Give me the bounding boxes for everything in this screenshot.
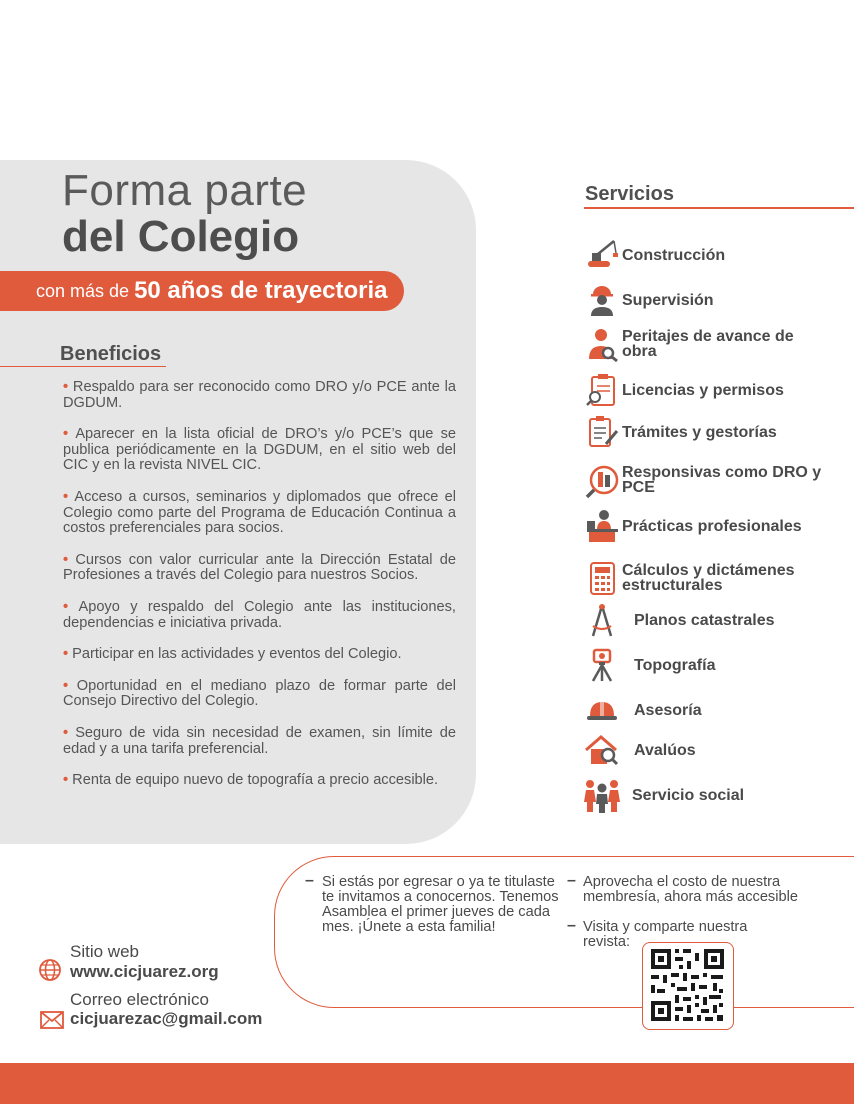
bullet-dash: – bbox=[567, 872, 576, 889]
qr-code-icon bbox=[643, 943, 732, 1028]
benefit-item: • Cursos con valor curricular ante la Dirección Estatal de Profesiones a través del Colegio para nuestros Socios. bbox=[63, 551, 456, 584]
inspector-icon bbox=[582, 324, 622, 364]
membership-text: Aprovecha el costo de nuestra membresía, ahora más accesible bbox=[583, 874, 798, 905]
qr-code[interactable] bbox=[642, 942, 734, 1030]
people-group-icon bbox=[582, 775, 622, 815]
web-label: Sitio web bbox=[70, 942, 139, 961]
service-label: Licencias y permisos bbox=[622, 381, 784, 399]
service-item-tramites bbox=[582, 412, 832, 452]
services-heading: Servicios bbox=[585, 183, 674, 205]
benefit-item: • Renta de equipo nuevo de topografía a precio accesible. bbox=[63, 772, 439, 789]
document-pen-icon bbox=[582, 412, 622, 452]
service-item-peritajes bbox=[582, 324, 832, 364]
service-label: Trámites y gestorías bbox=[622, 423, 777, 441]
service-label: Topografía bbox=[634, 656, 716, 674]
magazine-text: Visita y comparte nuestra revista: bbox=[583, 919, 748, 950]
service-label: Construcción bbox=[622, 246, 726, 264]
trajectory-ribbon bbox=[0, 271, 404, 311]
ribbon-highlight: 50 años de trayectoria bbox=[134, 277, 388, 304]
calculator-icon bbox=[582, 558, 622, 598]
service-item-practicas bbox=[582, 506, 832, 546]
clipboard-search-icon bbox=[582, 370, 622, 410]
bullet-dash: – bbox=[305, 872, 314, 889]
service-label: Responsivas como DRO y PCE bbox=[622, 464, 822, 496]
benefit-item: • Participar en las actividades y eventos del Colegio. bbox=[63, 646, 402, 663]
compass-icon bbox=[582, 600, 622, 640]
service-item-servicio-social bbox=[582, 775, 842, 815]
house-search-icon bbox=[582, 730, 622, 770]
service-label: Peritajes de avance de obra bbox=[622, 328, 794, 360]
service-item-avaluos bbox=[582, 730, 844, 770]
service-label: Supervisión bbox=[622, 291, 714, 309]
desk-worker-icon bbox=[582, 506, 622, 546]
service-label: Asesoría bbox=[634, 701, 702, 719]
worker-helmet-icon bbox=[582, 280, 622, 320]
building-search-icon bbox=[582, 460, 622, 500]
benefit-item: • Acceso a cursos, seminarios y diplomados que ofrece el Colegio como parte del Programa de Educación Continua a costos preferenciales para socios. bbox=[63, 488, 456, 537]
service-label: Planos catastrales bbox=[634, 611, 775, 629]
ribbon-prefix: con más de bbox=[36, 280, 130, 301]
service-item-construccion bbox=[582, 235, 832, 275]
crane-icon bbox=[582, 235, 622, 275]
page-title-line2: del Colegio bbox=[62, 212, 300, 261]
hard-hat-icon bbox=[582, 690, 622, 730]
invite-text: Si estás por egresar o ya te titulaste te invitamos a conocernos. Tenemos Asamblea el primer jueves de cada mes. ¡Únete a esta familia! bbox=[322, 874, 559, 935]
email-link[interactable]: cicjuarezac@gmail.com bbox=[70, 1009, 263, 1028]
service-item-responsivas bbox=[582, 460, 832, 500]
footer-bar bbox=[0, 1063, 854, 1104]
benefit-item: • Seguro de vida sin necesidad de examen, sin límite de edad y a una tarifa preferencial. bbox=[63, 724, 456, 757]
globe-icon bbox=[38, 958, 62, 987]
service-label: Avalúos bbox=[634, 741, 696, 759]
service-item-asesoria bbox=[582, 690, 844, 730]
benefits-heading: Beneficios bbox=[60, 343, 162, 365]
service-label: Cálculos y dictámenes estructurales bbox=[622, 562, 795, 594]
benefit-item: • Oportunidad en el mediano plazo de formar parte del Consejo Directivo del Colegio. bbox=[63, 677, 456, 710]
service-item-planos bbox=[582, 600, 844, 640]
benefits-list bbox=[63, 380, 456, 789]
service-label: Servicio social bbox=[632, 786, 745, 804]
mail-icon bbox=[40, 1011, 64, 1034]
benefit-item: • Respaldo para ser reconocido como DRO y/o PCE ante la DGDUM. bbox=[63, 379, 456, 411]
email-label: Correo electrónico bbox=[70, 990, 209, 1009]
service-item-supervision bbox=[582, 280, 832, 320]
service-item-licencias bbox=[582, 370, 832, 410]
web-link[interactable]: www.cicjuarez.org bbox=[70, 962, 219, 981]
bullet-dash: – bbox=[567, 917, 576, 934]
page-title-line1: Forma parte bbox=[62, 166, 308, 215]
service-item-calculos bbox=[582, 558, 832, 598]
service-label: Prácticas profesionales bbox=[622, 517, 802, 535]
theodolite-icon bbox=[582, 645, 622, 685]
service-item-topografia bbox=[582, 645, 844, 685]
benefit-item: • Apoyo y respaldo del Colegio ante las instituciones, dependencias e iniciativa privada. bbox=[63, 598, 456, 631]
benefits-underline bbox=[0, 366, 166, 367]
services-underline bbox=[584, 207, 854, 209]
benefit-item: • Aparecer en la lista oficial de DRO’s y/o PCE’s que se publica periódicamente en la DGDUM, en el sitio web del CIC y en la revista NIVEL CIC. bbox=[63, 426, 456, 474]
